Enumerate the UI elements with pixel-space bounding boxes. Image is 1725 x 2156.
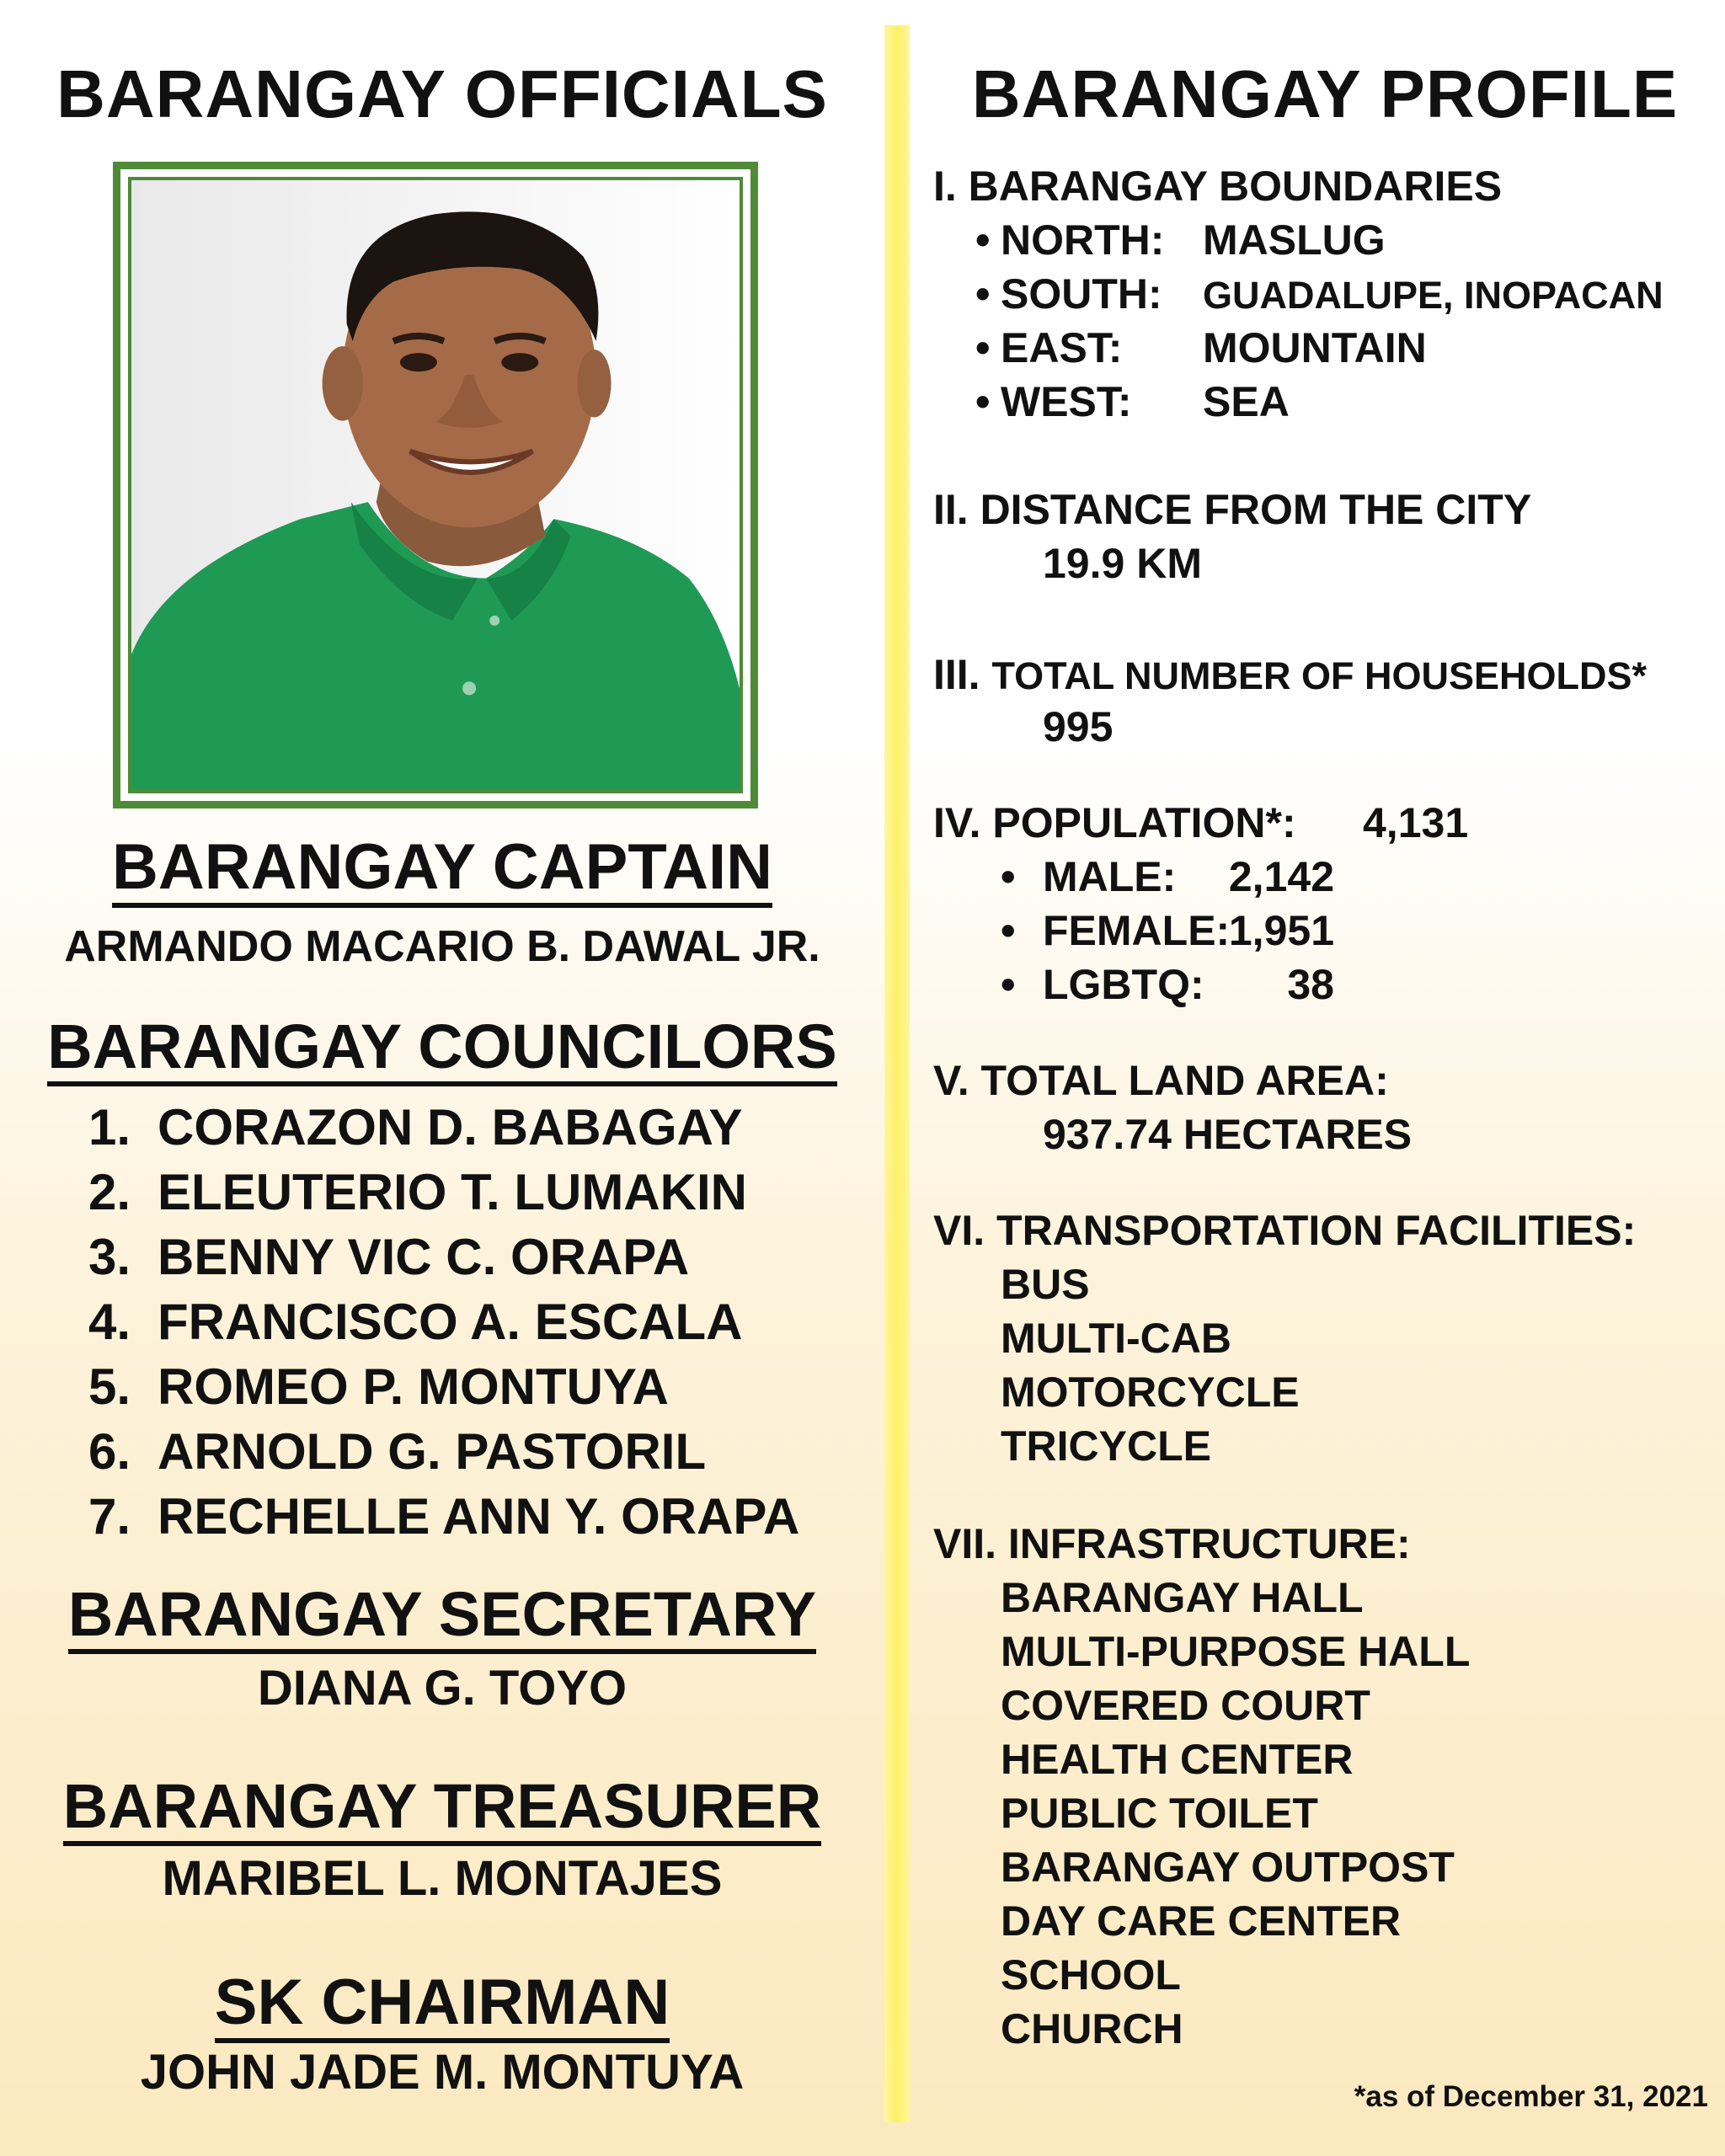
captain-photo (128, 177, 743, 793)
officials-heading: BARANGAY OFFICIALS (56, 56, 828, 131)
list-item: 3. BENNY VIC C. ORAPA (88, 1229, 690, 1285)
bullet-icon: • (975, 324, 991, 371)
councilors-role-label: BARANGAY COUNCILORS (47, 1016, 836, 1086)
sk-role-label: SK CHAIRMAN (215, 1971, 670, 2043)
secretary-name: DIANA G. TOYO (257, 1661, 628, 1716)
list-item: 1. CORAZON D. BABAGAY (88, 1099, 743, 1155)
captain-role (0, 831, 884, 908)
population-female: • FEMALE:1,951 (1001, 907, 1334, 954)
treasurer-role-label: BARANGAY TREASURER (63, 1775, 821, 1846)
households-heading: III. TOTAL NUMBER OF HOUSEHOLDS* (933, 651, 1648, 698)
column-divider (884, 25, 910, 2122)
bullet-icon: • (1001, 907, 1016, 954)
list-item: MULTI-CAB (1001, 1315, 1231, 1362)
treasurer-role (0, 1771, 884, 1846)
land-heading: V. TOTAL LAND AREA: (933, 1057, 1389, 1104)
treasurer-name: MARIBEL L. MONTAJES (162, 1851, 723, 1906)
secretary-role-label: BARANGAY SECRETARY (68, 1583, 816, 1654)
list-item: COVERED COURT (1001, 1682, 1370, 1729)
sk-role (0, 1967, 884, 2043)
distance-heading: II. DISTANCE FROM THE CITY (933, 486, 1532, 533)
list-item: CHURCH (1001, 2005, 1183, 2052)
list-item: BUS (1001, 1261, 1090, 1308)
captain-photo-frame (113, 162, 758, 808)
boundary-south: • SOUTH: GUADALUPE, INOPACAN (975, 270, 1664, 318)
councilors-role (0, 1011, 884, 1086)
boundary-north: • NORTH: MASLUG (975, 216, 1386, 264)
footnote: *as of December 31, 2021 (1354, 2080, 1708, 2113)
list-item: 4. FRANCISCO A. ESCALA (88, 1294, 743, 1350)
list-item: 5. ROMEO P. MONTUYA (88, 1358, 669, 1415)
captain-name: ARMANDO MACARIO B. DAWAL JR. (64, 922, 820, 971)
bullet-icon: • (1001, 961, 1016, 1008)
list-item: HEALTH CENTER (1001, 1736, 1354, 1783)
list-item: MOTORCYCLE (1001, 1369, 1300, 1416)
population-lgbtq: • LGBTQ: 38 (1001, 961, 1334, 1008)
secretary-role (0, 1579, 884, 1654)
list-item: SCHOOL (1001, 1951, 1181, 1999)
transport-heading: VI. TRANSPORTATION FACILITIES: (933, 1207, 1637, 1254)
list-item: 6. ARNOLD G. PASTORIL (88, 1423, 707, 1480)
list-item: TRICYCLE (1001, 1422, 1211, 1470)
list-item: MULTI-PURPOSE HALL (1001, 1628, 1471, 1675)
bullet-icon: • (1001, 853, 1016, 900)
boundaries-heading: I. BARANGAY BOUNDARIES (933, 163, 1503, 210)
population-male: • MALE: 2,142 (1001, 853, 1334, 900)
bullet-icon: • (975, 270, 991, 318)
list-item: 7. RECHELLE ANN Y. ORAPA (88, 1488, 800, 1545)
households-value: 995 (1043, 703, 1114, 750)
population-heading: IV. POPULATION*: 4,131 (933, 799, 1469, 846)
councilors-list (88, 1095, 799, 1549)
list-item: PUBLIC TOILET (1001, 1790, 1318, 1837)
captain-role-label: BARANGAY CAPTAIN (112, 835, 772, 908)
bullet-icon: • (975, 216, 991, 264)
bullet-icon: • (975, 378, 991, 425)
list-item: BARANGAY HALL (1001, 1574, 1364, 1621)
profile-heading: BARANGAY PROFILE (971, 56, 1679, 131)
boundary-west: • WEST: SEA (975, 378, 1290, 425)
distance-value: 19.9 KM (1043, 540, 1202, 587)
boundary-east: • EAST: MOUNTAIN (975, 324, 1427, 371)
captain-portrait-illustration (131, 180, 740, 790)
list-item: DAY CARE CENTER (1001, 1897, 1402, 1945)
infrastructure-heading: VII. INFRASTRUCTURE: (933, 1520, 1411, 1567)
sk-name: JOHN JADE M. MONTUYA (140, 2045, 745, 2100)
list-item: BARANGAY OUTPOST (1001, 1844, 1455, 1891)
list-item: 2. ELEUTERIO T. LUMAKIN (88, 1164, 747, 1220)
land-value: 937.74 HECTARES (1043, 1111, 1413, 1158)
